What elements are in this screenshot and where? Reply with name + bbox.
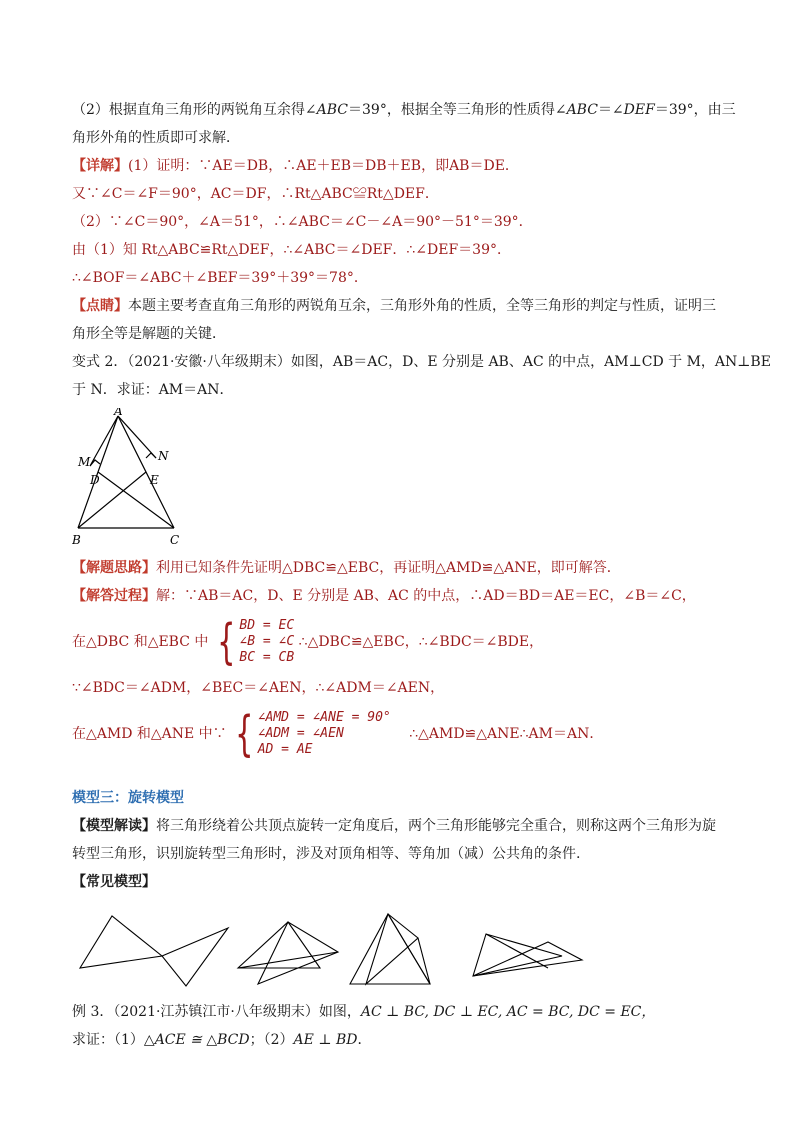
detail-tag: 【详解】	[72, 158, 128, 174]
variant-line-2: 于 N．求证：AM＝AN．	[72, 382, 234, 398]
common-models-tag: 【常见模型】	[72, 874, 156, 890]
text: ∴△DBC≌△EBC，∴∠BDC＝∠BDE，	[298, 634, 544, 650]
label-m: M	[78, 455, 91, 469]
document-page	[72, 96, 771, 1054]
equation-row: ∠B = ∠C	[239, 634, 295, 649]
detail-line-3: （2）∵∠C＝90°，∠A＝51°，∴∠ABC＝∠C－∠A＝90°－51°＝39°．	[72, 214, 533, 230]
equation-system	[231, 706, 391, 762]
model2-triangle-b	[258, 922, 338, 984]
equation-system	[213, 614, 295, 670]
text: ＝∠	[597, 102, 624, 118]
label-e: E	[150, 473, 159, 487]
text: ∴△AMD≌△ANE∴AM＝AN．	[409, 726, 604, 742]
process-system-1	[72, 614, 722, 670]
brace-icon: {	[216, 614, 236, 670]
text: △ACE ≅ △BCD	[143, 1032, 250, 1048]
text: AC ⊥ BC, DC ⊥ EC, AC = BC, DC = EC，	[360, 1004, 656, 1020]
triangle-figure	[72, 408, 202, 548]
equation-row: ∠AMD = ∠ANE = 90°	[257, 710, 391, 725]
text: 利用已知条件先证明△DBC≌△EBC，再证明△AMD≌△ANE，即可解答．	[156, 560, 621, 576]
model3-triangle-a	[350, 914, 430, 984]
text: ABC	[566, 102, 598, 118]
text: （2）根据直角三角形的两锐角互余得∠	[72, 102, 317, 118]
text: ＝39°，由三	[654, 102, 736, 118]
model3-triangle-b	[366, 914, 418, 984]
example-line-2	[72, 1026, 722, 1054]
figure-triangle-abc	[72, 408, 722, 552]
label-c: C	[170, 533, 180, 547]
label-n: N	[158, 449, 169, 463]
common-model-figures	[78, 908, 722, 992]
comment-line-1	[72, 292, 722, 320]
process-line-3: ∵∠BDC＝∠ADM，∠BEC＝∠AEN，∴∠ADM＝∠AEN，	[72, 680, 445, 696]
text: (1）证明：∵AE＝DB，∴AE＋EB＝DB＋EB，即AB＝DE．	[128, 158, 519, 174]
equation-row: AD = AE	[257, 742, 313, 757]
variant-line-1: 变式 2．（2021·安徽·八年级期末）如图，AB＝AC，D、E 分别是 AB、AC 的中点，AM⊥CD 于 M，AN⊥BE	[72, 354, 771, 370]
rotation-model-figures	[78, 908, 598, 988]
segment-am	[90, 416, 118, 466]
model-interpret-line-1	[72, 812, 722, 840]
process-line-1	[72, 582, 722, 610]
equation-row: ∠ADM = ∠AEN	[257, 726, 344, 741]
process-system-2	[72, 706, 722, 762]
text: AE ⊥ BD	[293, 1032, 358, 1048]
detail-line-5: ∴∠BOF＝∠ABC＋∠BEF＝39°＋39°＝78°．	[72, 270, 368, 286]
model1-triangle-a	[80, 916, 162, 968]
label-d: D	[90, 473, 100, 487]
text: DEF	[623, 102, 655, 118]
idea-tag: 【解题思路】	[72, 560, 156, 576]
text: 求证：（1）	[72, 1032, 144, 1048]
detail-line-2: 又∵∠C＝∠F＝90°，AC＝DF，∴Rt△ABC≌Rt△DEF．	[72, 186, 439, 202]
text: 在△AMD 和△ANE 中∵	[72, 726, 227, 742]
comment-line-2: 角形全等是解题的关键．	[72, 326, 226, 342]
text: 解：∵AB＝AC，D、E 分别是 AB、AC 的中点，∴AD＝BD＝AE＝EC，∠B＝∠C，	[156, 588, 696, 604]
text: 将三角形绕着公共顶点旋转一定角度后，两个三角形能够完全重合，则称这两个三角形为旋	[156, 818, 716, 834]
analysis-part2	[72, 96, 736, 124]
process-tag: 【解答过程】	[72, 588, 156, 604]
model-interpret-line-2: 转型三角形，识别旋转型三角形时，涉及对顶角相等、等角加（减）公共角的条件.	[72, 846, 581, 862]
model1-triangle-b	[162, 928, 228, 986]
text: 本题主要考查直角三角形的两锐角互余，三角形外角的性质，全等三角形的判定与性质，证明三	[128, 298, 716, 314]
section-title: 模型三：旋转模型	[72, 790, 184, 806]
text: 例 3．（2021·江苏镇江市·八年级期末）如图，	[72, 1004, 361, 1020]
comment-tag: 【点睛】	[72, 298, 128, 314]
detail-line-4: 由（1）知 Rt△ABC≌Rt△DEF，∴∠ABC＝∠DEF．∴∠DEF＝39°．	[72, 242, 511, 258]
label-a: A	[114, 408, 123, 418]
brace-icon: {	[235, 706, 254, 762]
text: 在△DBC 和△EBC 中	[72, 634, 209, 650]
model4-triangle-b	[473, 942, 582, 976]
text: ＝39°，根据全等三角形的性质得∠	[348, 102, 567, 118]
model-tag: 【模型解读】	[72, 818, 156, 834]
detail-line-1	[72, 152, 722, 180]
example-line-1	[72, 998, 722, 1026]
idea-line	[72, 554, 722, 582]
text: ABC	[316, 102, 349, 118]
label-b: B	[72, 533, 81, 547]
segment-an	[118, 416, 156, 458]
text: ；（2）	[249, 1032, 294, 1048]
text: ．	[357, 1032, 372, 1048]
equation-row: BD = EC	[239, 618, 295, 633]
analysis-part2-cont: 角形外角的性质即可求解．	[72, 130, 240, 146]
equation-row: BC = CB	[239, 650, 295, 665]
